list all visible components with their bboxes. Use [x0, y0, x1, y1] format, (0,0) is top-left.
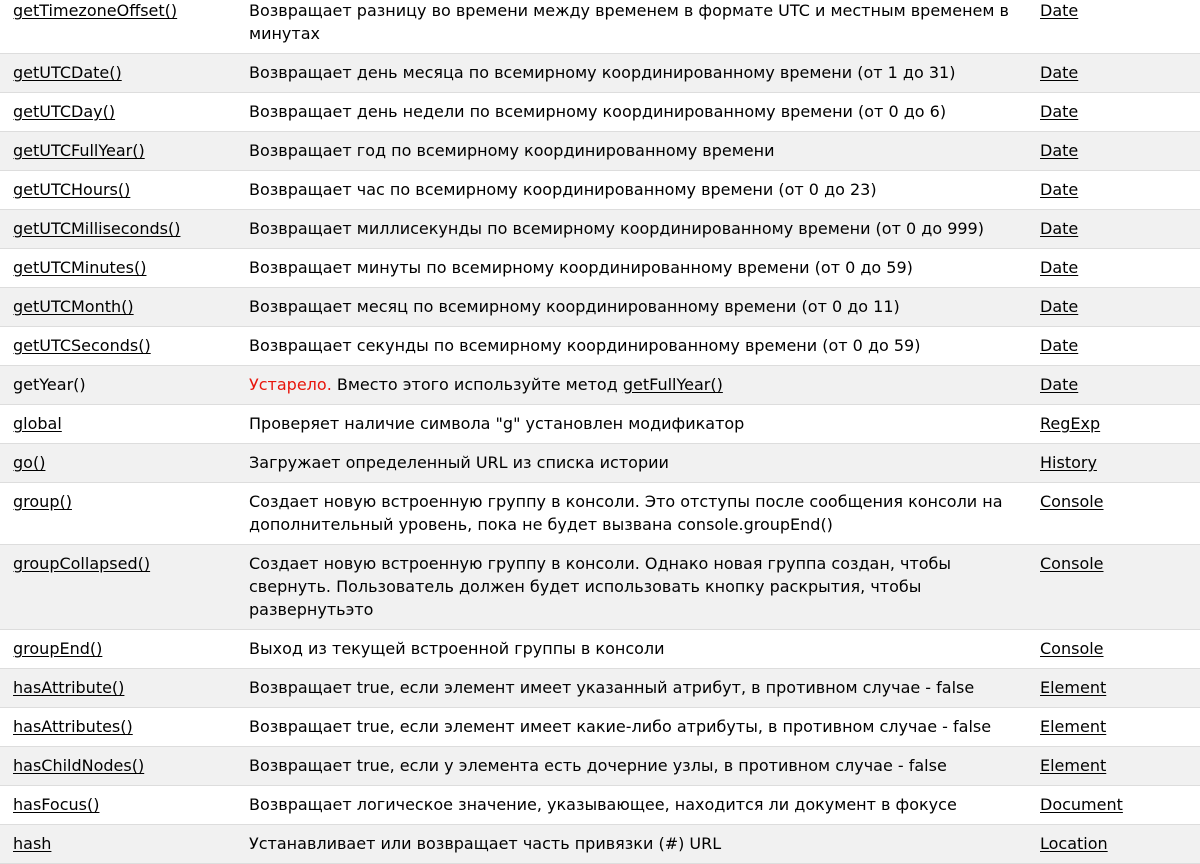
member-link[interactable]: hasFocus() [13, 795, 100, 814]
member-name-cell [0, 54, 237, 93]
member-link[interactable]: getUTCMonth() [13, 297, 134, 316]
member-link[interactable]: getUTCMilliseconds() [13, 219, 181, 238]
description-cell: Возвращает логическое значение, указывающее, находится ли документ в фокусе [249, 795, 957, 814]
object-cell [1028, 132, 1200, 171]
description-cell: Создает новую встроенную группу в консоли. Однако новая группа создан, чтобы свернуть. Пользователь должен будет использовать кнопку раскрытия, чтобы развернутьэто [249, 554, 952, 619]
member-name-cell [0, 786, 237, 825]
member-link[interactable]: groupEnd() [13, 639, 103, 658]
member-name: getYear() [13, 375, 86, 394]
object-link[interactable]: Date [1040, 219, 1079, 238]
table-row [0, 747, 1200, 786]
member-name-cell [0, 210, 237, 249]
table-row [0, 630, 1200, 669]
description-cell: Возвращает минуты по всемирному координированному времени (от 0 до 59) [249, 258, 913, 277]
object-cell [1028, 669, 1200, 708]
member-link[interactable]: global [13, 414, 62, 433]
deprecated-label: Устарело. [249, 375, 332, 394]
table-row [0, 93, 1200, 132]
member-name-cell [0, 0, 237, 54]
member-link[interactable]: groupCollapsed() [13, 554, 151, 573]
object-link[interactable]: Element [1040, 756, 1107, 775]
member-link[interactable]: getUTCHours() [13, 180, 131, 199]
member-name-cell [0, 132, 237, 171]
object-cell [1028, 483, 1200, 545]
object-cell [1028, 708, 1200, 747]
member-name-cell [0, 708, 237, 747]
description-cell: Возвращает месяц по всемирному координированному времени (от 0 до 11) [249, 297, 900, 316]
object-link[interactable]: Date [1040, 297, 1079, 316]
description-cell: Возвращает секунды по всемирному координированному времени (от 0 до 59) [249, 336, 921, 355]
object-cell [1028, 93, 1200, 132]
table-row [0, 54, 1200, 93]
member-link[interactable]: group() [13, 492, 72, 511]
object-link[interactable]: Date [1040, 258, 1079, 277]
table-row [0, 327, 1200, 366]
description-cell [237, 366, 1028, 405]
member-link[interactable]: hasChildNodes() [13, 756, 145, 775]
object-link[interactable]: Element [1040, 678, 1107, 697]
member-link[interactable]: hasAttribute() [13, 678, 125, 697]
description-cell: Выход из текущей встроенной группы в консоли [249, 639, 665, 658]
description-cell: Возвращает разницу во времени между временем в формате UTC и местным временем в минутах [249, 1, 1009, 43]
description-cell: Возвращает час по всемирному координированному времени (от 0 до 23) [249, 180, 877, 199]
member-link[interactable]: getUTCDate() [13, 63, 122, 82]
object-cell [1028, 747, 1200, 786]
table-row [0, 249, 1200, 288]
member-link[interactable]: getTimezoneOffset() [13, 1, 178, 20]
member-name-cell [0, 366, 237, 405]
member-name-cell [0, 171, 237, 210]
member-link[interactable]: go() [13, 453, 46, 472]
member-name-cell [0, 327, 237, 366]
description-cell: Устанавливает или возвращает часть привязки (#) URL [249, 834, 722, 853]
table-row [0, 405, 1200, 444]
description-cell: Загружает определенный URL из списка истории [249, 453, 669, 472]
object-cell [1028, 786, 1200, 825]
object-link[interactable]: Document [1040, 795, 1123, 814]
table-row [0, 171, 1200, 210]
object-cell [1028, 545, 1200, 630]
description-cell: Возвращает миллисекунды по всемирному координированному времени (от 0 до 999) [249, 219, 984, 238]
member-link[interactable]: getUTCSeconds() [13, 336, 151, 355]
table-row [0, 444, 1200, 483]
member-name-cell [0, 545, 237, 630]
description-cell: Возвращает день недели по всемирному координированному времени (от 0 до 6) [249, 102, 947, 121]
member-name-cell [0, 825, 237, 864]
object-link[interactable]: Date [1040, 180, 1079, 199]
description-cell: Создает новую встроенную группу в консоли. Это отступы после сообщения консоли на дополнительный уровень, пока не будет вызвана console.groupEnd() [249, 492, 1003, 534]
object-link[interactable]: Console [1040, 639, 1104, 658]
table-row [0, 0, 1200, 54]
member-link[interactable]: hasAttributes() [13, 717, 133, 736]
object-cell [1028, 366, 1200, 405]
table-row [0, 483, 1200, 545]
description-cell: Проверяет наличие символа "g" установлен модификатор [249, 414, 745, 433]
object-cell [1028, 54, 1200, 93]
object-link[interactable]: Element [1040, 717, 1107, 736]
table-row [0, 288, 1200, 327]
object-cell [1028, 825, 1200, 864]
member-name-cell [0, 483, 237, 545]
member-name-cell [0, 249, 237, 288]
object-link[interactable]: Date [1040, 63, 1079, 82]
object-cell [1028, 630, 1200, 669]
object-link[interactable]: Location [1040, 834, 1108, 853]
description-cell: Возвращает true, если элемент имеет какие-либо атрибуты, в противном случае - false [249, 717, 992, 736]
object-link[interactable]: History [1040, 453, 1097, 472]
member-name-cell [0, 669, 237, 708]
object-cell [1028, 249, 1200, 288]
object-link[interactable]: Date [1040, 141, 1079, 160]
description-cell: Возвращает день месяца по всемирному координированному времени (от 1 до 31) [249, 63, 956, 82]
member-name-cell [0, 288, 237, 327]
table-row [0, 545, 1200, 630]
object-cell [1028, 0, 1200, 54]
member-link[interactable]: getUTCDay() [13, 102, 116, 121]
table-row [0, 132, 1200, 171]
table-row [0, 669, 1200, 708]
member-link[interactable]: getUTCFullYear() [13, 141, 145, 160]
object-cell [1028, 405, 1200, 444]
description-cell: Возвращает true, если у элемента есть дочерние узлы, в противном случае - false [249, 756, 947, 775]
object-link[interactable]: Date [1040, 375, 1079, 394]
member-name-cell [0, 747, 237, 786]
table-row [0, 786, 1200, 825]
object-cell [1028, 444, 1200, 483]
member-link[interactable]: hash [13, 834, 52, 853]
description-text: Вместо этого используйте метод [336, 375, 618, 394]
object-link[interactable]: Console [1040, 492, 1104, 511]
object-cell [1028, 327, 1200, 366]
object-link[interactable]: Date [1040, 102, 1079, 121]
object-link[interactable]: Date [1040, 1, 1079, 20]
object-link[interactable]: Console [1040, 554, 1104, 573]
table-row [0, 825, 1200, 864]
table-row [0, 366, 1200, 405]
object-cell [1028, 288, 1200, 327]
description-cell: Возвращает год по всемирному координированному времени [249, 141, 775, 160]
member-name-cell [0, 630, 237, 669]
getfullyear-link[interactable]: getFullYear() [622, 375, 723, 394]
object-link[interactable]: RegExp [1040, 414, 1101, 433]
table-row [0, 210, 1200, 249]
object-cell [1028, 210, 1200, 249]
member-link[interactable]: getUTCMinutes() [13, 258, 147, 277]
object-cell [1028, 171, 1200, 210]
table-row [0, 708, 1200, 747]
member-name-cell [0, 444, 237, 483]
member-name-cell [0, 93, 237, 132]
member-name-cell [0, 405, 237, 444]
description-cell: Возвращает true, если элемент имеет указанный атрибут, в противном случае - false [249, 678, 975, 697]
object-link[interactable]: Date [1040, 336, 1079, 355]
